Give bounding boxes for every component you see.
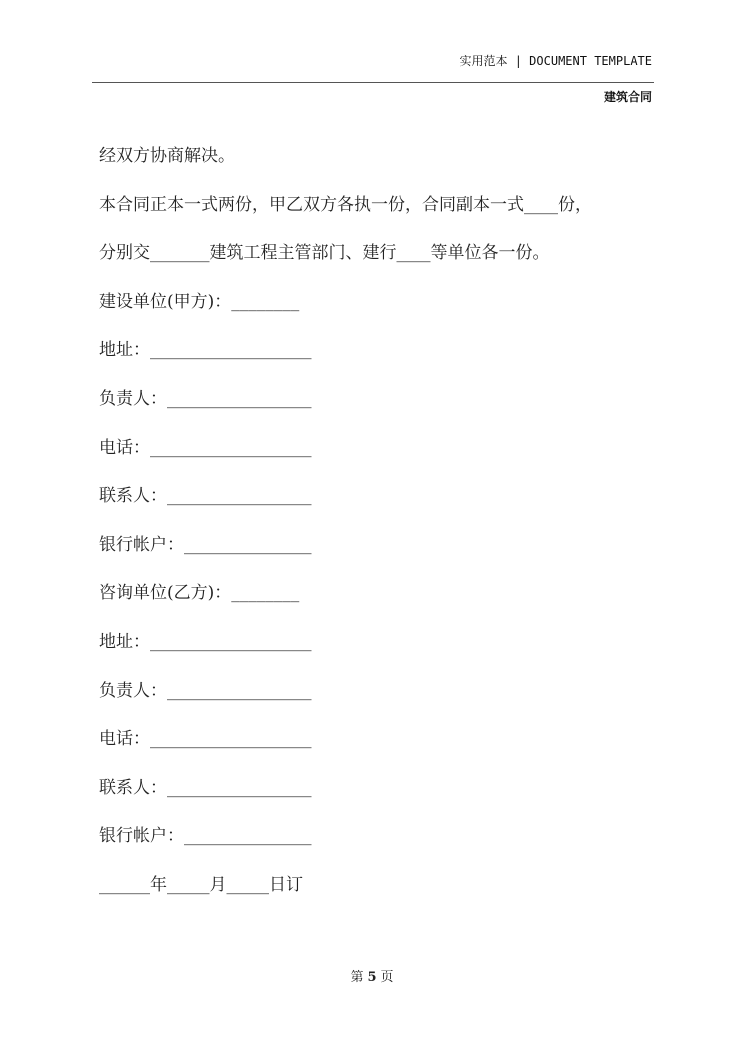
party-a-contact: 联系人：_________________ (99, 486, 312, 507)
party-b-label: 咨询单位(乙方)：________ (99, 583, 300, 604)
paragraph-copies: 本合同正本一式两份，甲乙双方各执一份，合同副本一式____份， (99, 194, 592, 215)
party-a-representative: 负责人：_________________ (99, 388, 312, 409)
party-a-address: 地址：___________________ (99, 340, 312, 361)
party-b-address: 地址：___________________ (99, 631, 312, 652)
party-b-bank-account: 银行帐户：_______________ (99, 826, 312, 847)
page-footer (0, 966, 744, 985)
signing-date: ______年_____月_____日订 (99, 874, 303, 895)
document-body (99, 136, 659, 914)
paragraph-dispute-resolution: 经双方协商解决。 (99, 146, 235, 166)
header-subtitle: 建筑合同 (603, 90, 652, 104)
party-b-representative: 负责人：_________________ (99, 680, 312, 701)
footer-prefix: 第 (350, 970, 364, 985)
party-b-phone: 电话：___________________ (99, 729, 312, 750)
party-b-contact: 联系人：_________________ (99, 777, 312, 798)
party-a-phone: 电话：___________________ (99, 437, 312, 458)
header-title: 实用范本 | DOCUMENT TEMPLATE (459, 54, 652, 68)
header-divider (92, 82, 654, 83)
paragraph-distribution: 分别交_______建筑工程主管部门、建行____等单位各一份。 (99, 243, 550, 264)
party-a-label: 建设单位(甲方)：________ (99, 291, 300, 312)
page-number: 5 (367, 970, 377, 985)
footer-suffix: 页 (380, 970, 394, 985)
party-a-bank-account: 银行帐户：_______________ (99, 534, 312, 555)
